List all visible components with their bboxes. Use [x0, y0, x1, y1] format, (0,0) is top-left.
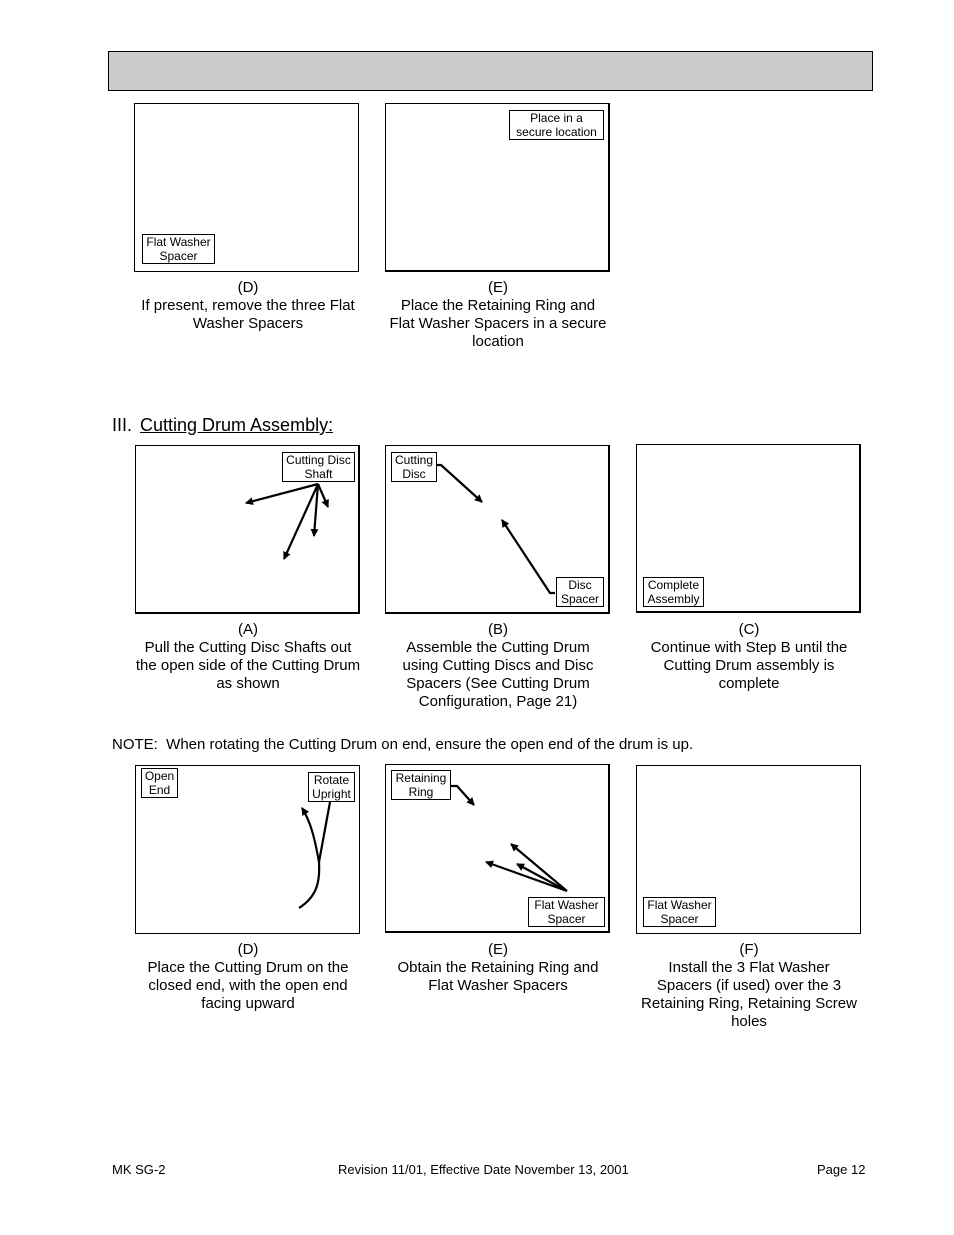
section-number: III.	[112, 415, 133, 435]
shaft-arrow-down-right	[318, 484, 328, 507]
callout-flat-washer-spacer-f: Flat Washer Spacer	[643, 897, 716, 927]
step-caption-c: Continue with Step B until the Cutting Drum assembly is complete	[650, 639, 848, 692]
step-caption-f: Install the 3 Flat Washer Spacers (if used) over the 3 Retaining Ring, Retaining Screw holes	[641, 959, 857, 1030]
callout-open-end: Open End	[141, 768, 178, 798]
spacer-arrow-1	[486, 862, 567, 891]
spacer-arrow-3	[517, 864, 567, 891]
step-caption-d: If present, remove the three Flat Washer Spacers	[141, 297, 355, 332]
callout-cutting-disc: Cutting Disc	[391, 452, 437, 482]
spacer-arrow-2	[511, 844, 567, 891]
step-caption-b: Assemble the Cutting Drum using Cutting Discs and Disc Spacers (See Cutting Drum Configuration, Page 21)	[402, 639, 594, 710]
retaining-ring-arrow	[451, 786, 474, 805]
step-letter-e: (E)	[488, 279, 508, 296]
callout-place-secure-location: Place in a secure location	[509, 110, 604, 140]
step-letter-e-lower: (E)	[488, 941, 508, 958]
step-letter-d: (D)	[237, 279, 259, 296]
rotate-upright-path	[299, 802, 330, 908]
disc-spacer-arrow	[502, 520, 555, 593]
step-caption-d-lower: Place the Cutting Drum on the closed end, with the open end facing upward	[147, 959, 349, 1012]
step-letter-b: (B)	[488, 621, 508, 638]
callout-retaining-ring: Retaining Ring	[391, 770, 451, 800]
shaft-arrow-down-left	[284, 484, 318, 559]
step-letter-c: (C)	[738, 621, 760, 638]
section-heading: Cutting Drum Assembly:	[140, 415, 334, 435]
footer-page-number: Page 12	[817, 1162, 866, 1177]
callout-complete-assembly: Complete Assembly	[643, 577, 704, 607]
callout-disc-spacer: Disc Spacer	[556, 577, 604, 607]
footer-revision: Revision 11/01, Effective Date November 13, 2001	[338, 1162, 629, 1177]
step-caption-e: Place the Retaining Ring and Flat Washer Spacers in a secure location	[389, 297, 607, 350]
step-letter-a: (A)	[238, 621, 258, 638]
rotate-upright-arrow	[302, 808, 319, 862]
step-caption-e-lower: Obtain the Retaining Ring and Flat Washer Spacers	[397, 959, 599, 994]
callout-cutting-disc-shaft: Cutting Disc Shaft	[282, 452, 355, 482]
footer-doc-id: MK SG-2	[112, 1162, 166, 1177]
step-letter-d-lower: (D)	[237, 941, 259, 958]
step-caption-a: Pull the Cutting Disc Shafts out the open side of the Cutting Drum as shown	[135, 639, 361, 692]
callout-flat-washer-spacer: Flat Washer Spacer	[142, 234, 215, 264]
note-text: NOTE: When rotating the Cutting Drum on end, ensure the open end of the drum is up.	[112, 736, 694, 753]
cutting-disc-arrow	[436, 465, 482, 502]
callout-flat-washer-spacer-e: Flat Washer Spacer	[528, 897, 605, 927]
step-letter-f: (F)	[739, 941, 759, 958]
callout-rotate-upright: Rotate Upright	[308, 772, 355, 802]
shaft-arrow-left	[246, 484, 318, 503]
